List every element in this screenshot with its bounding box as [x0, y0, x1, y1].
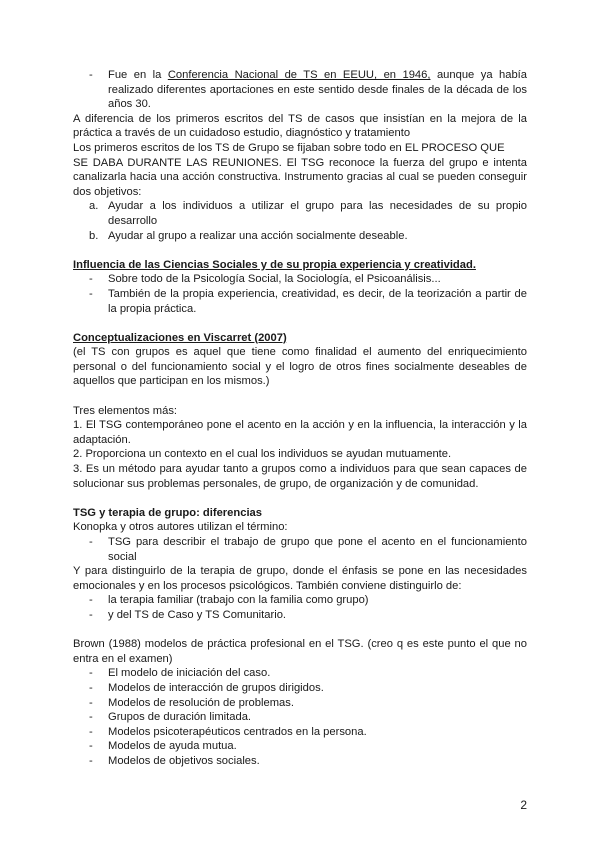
spacer	[73, 316, 527, 331]
spacer	[73, 491, 527, 506]
list-marker: -	[89, 754, 93, 767]
list-text: aunque ya había realizado diferentes aportaciones en este sentido desde finales de la década de los años 30.	[108, 69, 527, 111]
list-text: TSG para describir el trabajo de grupo que pone el acento en el funcionamiento social	[108, 536, 527, 563]
list-item-brown-4	[73, 710, 527, 725]
spacer	[73, 389, 527, 404]
spacer	[73, 623, 527, 638]
paragraph-diferencia: A diferencia de los primeros escritos del TS de casos que insistían en la mejora de la práctica a través de un cuidadoso estudio, diagnóstico y tratamiento	[73, 112, 527, 140]
page-number: 2	[520, 798, 527, 812]
list-item-brown-7	[73, 754, 527, 769]
list-marker: -	[89, 608, 93, 621]
paragraph-primeros-escritos: SE DABA DURANTE LAS REUNIONES. El TSG reconoce la fuerza del grupo e intenta canalizarla hacia una acción constructiva. Instrumento gracias al cual se pueden conseguir dos objetivos:	[73, 156, 527, 198]
objective-item-b	[73, 229, 527, 244]
list-item-ts-caso	[73, 608, 527, 623]
paragraph-tres-elementos: Tres elementos más:	[73, 404, 178, 417]
paragraph-primeros-escritos-line1: Los primeros escritos de los TS de Grupo se fijaban sobre todo en EL PROCESO QUE	[73, 141, 505, 154]
list-item-brown-2	[73, 681, 527, 696]
numbered-item-3: 3. Es un método para ayudar tanto a grupos como a individuos para que sean capaces de solucionar sus problemas personales, de grupo, de organización y de comunidad.	[73, 463, 527, 490]
list-text: la terapia familiar (trabajo con la familia como grupo)	[108, 594, 369, 607]
spacer	[73, 243, 527, 258]
list-marker: -	[89, 711, 93, 724]
list-item-tsg	[73, 535, 527, 564]
numbered-item-1: 1. El TSG contemporáneo pone el acento en la acción y en la influencia, la interacción y la adaptación.	[73, 419, 527, 446]
objective-item-a	[73, 199, 527, 228]
list-marker: a.	[89, 200, 99, 213]
list-item-influencia-2	[73, 287, 527, 316]
numbered-item-2: 2. Proporciona un contexto en el cual los individuos se ayudan mutuamente.	[73, 448, 452, 461]
list-marker: -	[89, 725, 93, 738]
list-text: Modelos de interacción de grupos dirigidos.	[108, 681, 324, 694]
list-text: El modelo de iniciación del caso.	[108, 667, 271, 680]
list-text: Modelos de objetivos sociales.	[108, 754, 260, 767]
list-item-brown-1	[73, 666, 527, 681]
paragraph-konopka: Konopka y otros autores utilizan el término:	[73, 521, 288, 534]
underlined-reference: Conferencia Nacional de TS en EEUU, en 1946,	[167, 69, 431, 81]
list-item-brown-3	[73, 696, 527, 711]
list-marker: -	[89, 594, 93, 607]
list-marker: b.	[89, 229, 99, 242]
list-text: También de la propia experiencia, creatividad, es decir, de la teorización a partir de la propia práctica.	[108, 287, 527, 315]
list-text: Ayudar al grupo a realizar una acción socialmente deseable.	[108, 229, 408, 242]
list-item-terapia-familiar	[73, 593, 527, 608]
list-marker: -	[89, 740, 93, 753]
list-item-brown-5	[73, 725, 527, 740]
list-text: Sobre todo de la Psicología Social, la Sociología, el Psicoanálisis...	[108, 273, 441, 286]
list-marker: -	[89, 696, 93, 709]
list-text: Fue en la	[108, 69, 168, 81]
paragraph-brown: Brown (1988) modelos de práctica profesional en el TSG. (creo q es este punto el que no entra en el examen)	[73, 638, 527, 665]
section-title-influencia: Influencia de las Ciencias Sociales y de su propia experiencia y creatividad.	[73, 258, 476, 271]
paragraph-distinguirlo: Y para distinguirlo de la terapia de grupo, donde el énfasis se pone en las necesidades emocionales y en los procesos psicológicos. También conviene distinguirlo de:	[73, 565, 527, 592]
list-text: Modelos de resolución de problemas.	[108, 696, 294, 709]
list-text: y del TS de Caso y TS Comunitario.	[108, 608, 287, 621]
list-marker: -	[89, 667, 93, 680]
list-item-conferencia	[73, 68, 527, 112]
list-text: Ayudar a los individuos a utilizar el grupo para las necesidades de su propio desarrollo	[108, 200, 527, 227]
list-item-brown-6	[73, 739, 527, 754]
list-marker: -	[89, 681, 93, 694]
paragraph-conceptualizaciones: (el TS con grupos es aquel que tiene como finalidad el aumento del enriquecimiento personal o del funcionamiento social y el logro de otros fines socialmente deseables de aquellos que participan en los mismos.)	[73, 346, 527, 388]
list-text: Modelos de ayuda mutua.	[108, 740, 237, 753]
section-title-terapia: TSG y terapia de grupo: diferencias	[73, 506, 262, 519]
list-marker: -	[89, 273, 93, 286]
section-title-conceptualizaciones: Conceptualizaciones en Viscarret (2007)	[73, 331, 287, 344]
document-page	[73, 68, 527, 769]
list-item-influencia-1	[73, 272, 527, 287]
list-marker: -	[89, 287, 93, 300]
list-marker: -	[89, 536, 93, 548]
list-text: Modelos psicoterapéuticos centrados en la persona.	[108, 725, 367, 738]
list-marker: -	[89, 69, 93, 81]
list-text: Grupos de duración limitada.	[108, 711, 252, 724]
